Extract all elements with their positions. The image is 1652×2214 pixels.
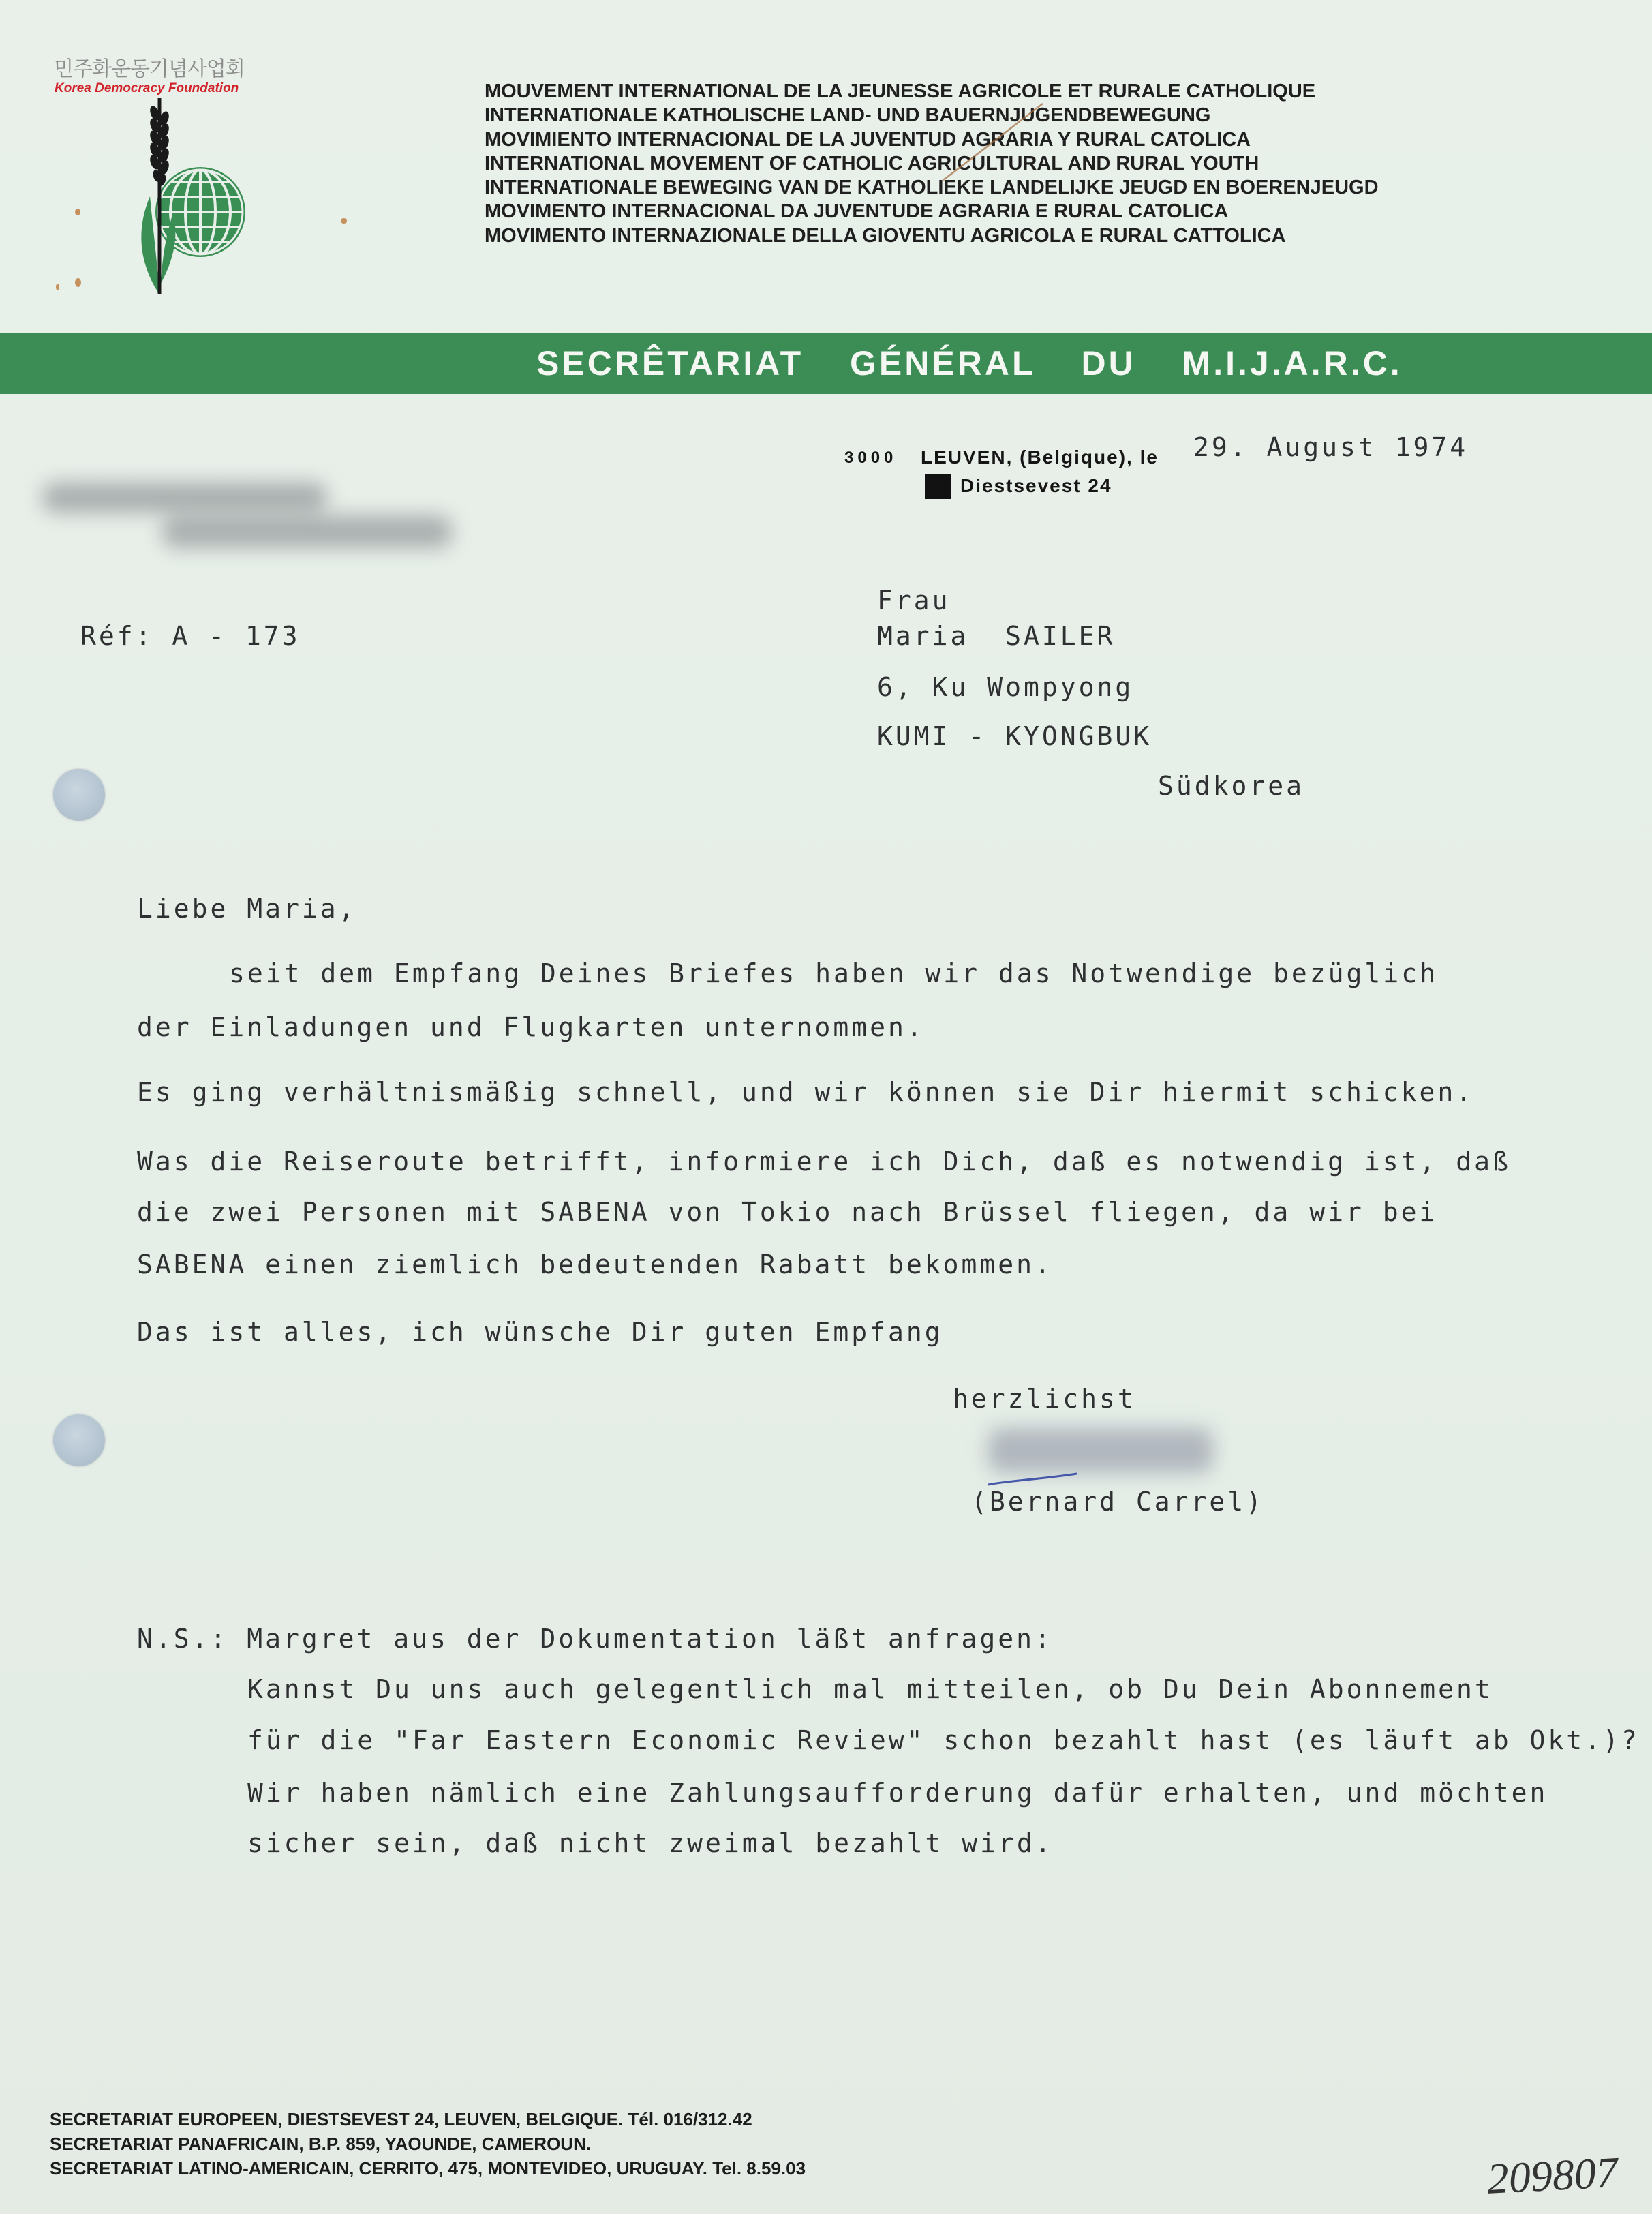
postscript-line: Wir haben nämlich eine Zahlungsaufforderung dafür erhalten, und möchten xyxy=(247,1778,1548,1808)
watermark-english: Korea Democracy Foundation xyxy=(55,81,239,95)
postscript-line: sicher sein, daß nicht zweimal bezahlt wird. xyxy=(247,1828,1054,1858)
redacted-text-blur xyxy=(42,483,327,513)
recipient-title: Frau xyxy=(877,586,951,616)
stain-mark xyxy=(75,209,80,215)
letterhead-line: INTERNATIONALE KATHOLISCHE LAND- UND BAUERNJUGENDBEWEGUNG xyxy=(485,104,1211,127)
signer-name: (Bernard Carrel) xyxy=(971,1487,1265,1517)
stain-mark xyxy=(75,278,81,287)
letter-date: 29. August 1974 xyxy=(1193,432,1469,462)
body-line: Was die Reiseroute betrifft, informiere ich Dich, daß es notwendig ist, daß xyxy=(137,1147,1511,1177)
recipient-country: Südkorea xyxy=(1158,771,1305,801)
punch-hole xyxy=(53,769,105,821)
letterhead-line: MOVIMENTO INTERNACIONAL DA JUVENTUDE AGRARIA E RURAL CATOLICA xyxy=(485,200,1229,223)
stain-mark xyxy=(56,284,59,290)
punch-hole xyxy=(53,1414,105,1466)
closing: herzlichst xyxy=(953,1384,1136,1414)
reference-number: Réf: A - 173 xyxy=(80,621,301,651)
redaction-box xyxy=(925,474,951,499)
redacted-text-blur xyxy=(162,515,452,548)
letterhead-line: MOUVEMENT INTERNATIONAL DE LA JEUNESSE AGRICOLE ET RURALE CATHOLIQUE xyxy=(485,80,1316,102)
handwritten-archive-number: 209807 xyxy=(1486,2147,1619,2203)
postscript-line: für die "Far Eastern Economic Review" schon bezahlt hast (es läuft ab Okt.)? xyxy=(247,1725,1640,1755)
body-line: SABENA einen ziemlich bedeutenden Rabatt bekommen. xyxy=(137,1249,1053,1279)
postscript-line: Kannst Du uns auch gelegentlich mal mitteilen, ob Du Dein Abonnement xyxy=(247,1674,1493,1704)
secretariat-band xyxy=(0,333,1652,394)
pen-stroke xyxy=(934,95,1056,191)
greeting: Liebe Maria, xyxy=(137,894,357,924)
sender-street: Diestsevest 24 xyxy=(960,475,1112,496)
letterhead-lines xyxy=(485,80,1379,248)
postscript-line: N.S.: Margret aus der Dokumentation läßt anfragen: xyxy=(137,1624,1053,1654)
body-line: der Einladungen und Flugkarten unternommen. xyxy=(137,1012,925,1042)
footer-line: SECRETARIAT PANAFRICAIN, B.P. 859, YAOUNDE, CAMEROUN. xyxy=(50,2134,592,2154)
sender-postcode: 3000 xyxy=(844,449,898,467)
recipient-street: 6, Ku Wompyong xyxy=(877,672,1134,702)
footer-line: SECRETARIAT LATINO-AMERICAIN, CERRITO, 475, MONTEVIDEO, URUGUAY. Tel. 8.59.03 xyxy=(50,2158,806,2179)
watermark-korean: 민주화운동기념사업회 xyxy=(54,57,245,81)
letterhead-line: MOVIMIENTO INTERNACIONAL DE LA JUVENTUD AGRARIA Y RURAL CATOLICA xyxy=(485,128,1251,151)
sender-city-line: LEUVEN, (Belgique), le xyxy=(921,446,1159,468)
footer-addresses xyxy=(50,2107,806,2181)
body-line: seit dem Empfang Deines Briefes haben wir das Notwendige bezüglich xyxy=(229,958,1438,988)
body-line: die zwei Personen mit SABENA von Tokio nach Brüssel fliegen, da wir bei xyxy=(137,1197,1438,1227)
stain-mark xyxy=(341,218,347,224)
letterhead-line: INTERNATIONALE BEWEGING VAN DE KATHOLIEKE LANDELIJKE JEUGD EN BOERENJEUGD xyxy=(485,177,1379,199)
letterhead-line: INTERNATIONAL MOVEMENT OF CATHOLIC AGRICULTURAL AND RURAL YOUTH xyxy=(485,152,1259,175)
body-line: Es ging verhältnismäßig schnell, und wir können sie Dir hiermit schicken. xyxy=(137,1077,1475,1107)
recipient-name: Maria SAILER xyxy=(877,621,1116,651)
letterhead-line: MOVIMENTO INTERNAZIONALE DELLA GIOVENTU AGRICOLA E RURAL CATTOLICA xyxy=(485,224,1286,247)
recipient-city: KUMI - KYONGBUK xyxy=(877,721,1152,751)
wheat-globe-logo-icon xyxy=(116,95,259,300)
footer-line: SECRETARIAT EUROPEEN, DIESTSEVEST 24, LEUVEN, BELGIQUE. Tél. 016/312.42 xyxy=(50,2109,752,2129)
band-title: SECRÊTARIAT GÉNÉRAL DU M.I.J.A.R.C. xyxy=(536,344,1403,382)
body-line: Das ist alles, ich wünsche Dir guten Empfang xyxy=(137,1317,943,1347)
